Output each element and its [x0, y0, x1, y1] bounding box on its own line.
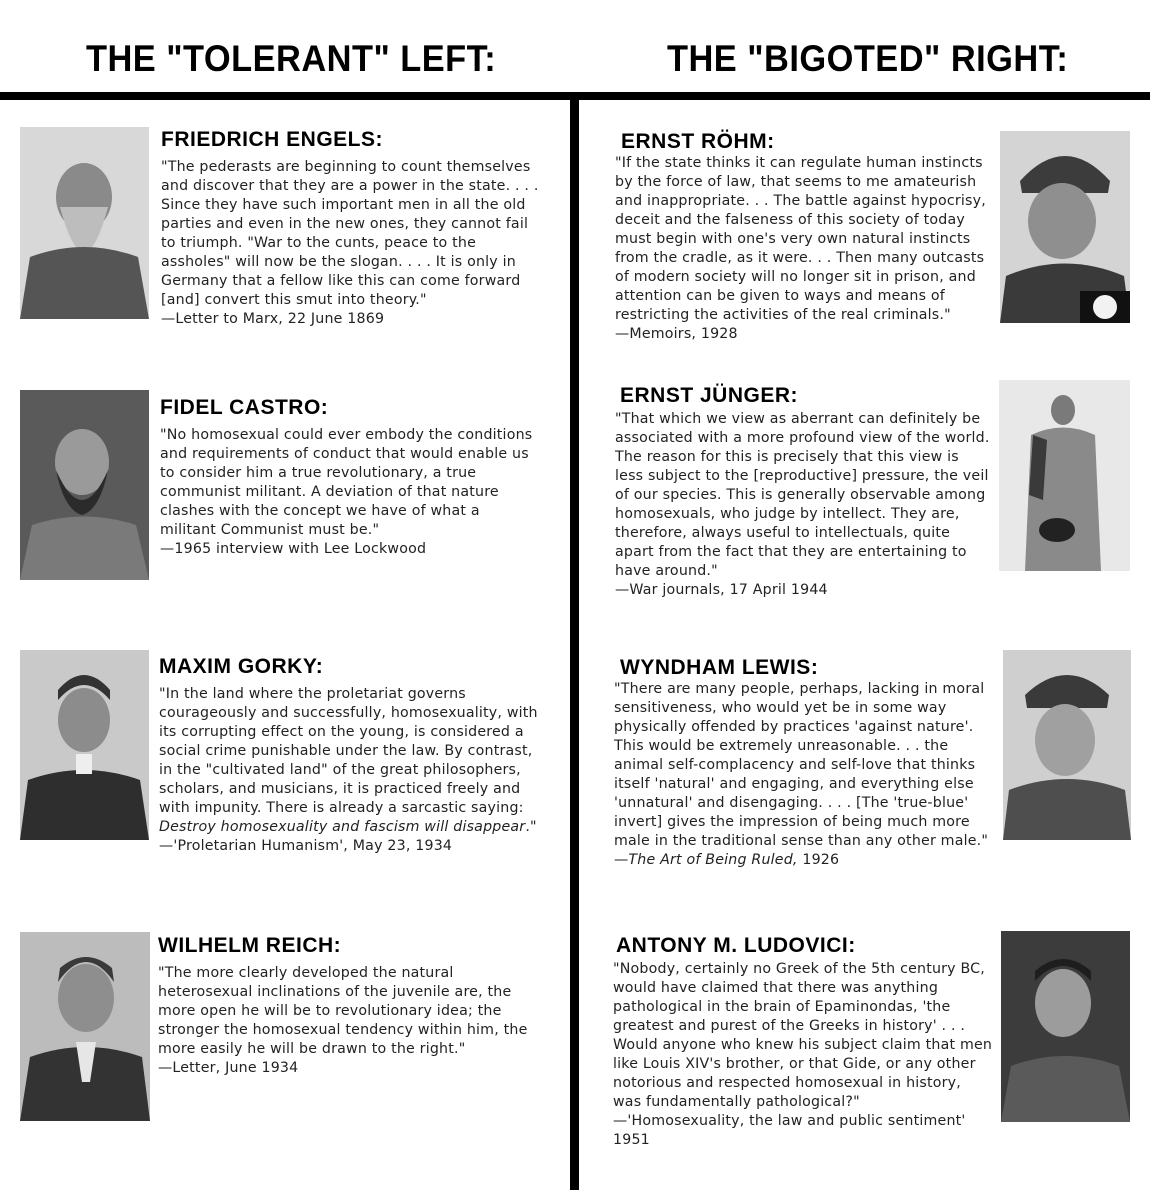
- vertical-divider: [570, 100, 579, 1190]
- quote-text: "There are many people, perhaps, lacking in moral sensitiveness, who would yet be in some way physically offended by practices 'against nature'. This would be extremely unreasonable. . . the animal self-complacency and self-love that thinks itself 'natural' and engaging, and everything else 'unnatural' and disengaging. . . . [The 'true-blue' invert] gives the impression of being much more male in the traditional sense than any other male.": [614, 681, 989, 849]
- portrait-photo-icon: [1000, 131, 1130, 323]
- person-name: ERNST JÜNGER:: [620, 384, 799, 407]
- portrait-photo-icon: [20, 127, 149, 319]
- quote-source-title: —The Art of Being Ruled,: [614, 852, 798, 868]
- quote-block-reich: [158, 934, 538, 1078]
- portrait-photo-icon: [1003, 650, 1131, 840]
- quote-text: "No homosexual could ever embody the conditions and requirements of conduct that would enable us to consider him a true revolutionary, a true communist militant. A deviation of that nature clashes with the concept we have of what a militant Communist must be.": [160, 427, 533, 538]
- quote-block-junger: [615, 384, 990, 600]
- quote-text-end: .": [525, 819, 537, 835]
- portrait-photo-icon: [999, 380, 1130, 571]
- quote-text-italic: Destroy homosexuality and fascism will disappear: [159, 819, 526, 835]
- quote-source: —1965 interview with Lee Lockwood: [160, 541, 427, 557]
- quote-text: "If the state thinks it can regulate human instincts by the force of law, that seems to me amateurish and inappropriate. . . The battle against hypocrisy, deceit and the falseness of this society of today must begin with one's very own natural instincts from the cradle, as it were. . . Then many outcasts of modern society will no longer sit in prison, and attention can be given to ways and means of restricting the activities of the real criminals.": [615, 155, 986, 323]
- quote-source: —Memoirs, 1928: [615, 326, 738, 342]
- portrait-photo-icon: [20, 390, 149, 580]
- quote-source: —Letter, June 1934: [158, 1060, 299, 1076]
- portrait-engels: [20, 127, 149, 319]
- portrait-ludovici: [1001, 931, 1130, 1122]
- person-name: FRIEDRICH ENGELS:: [161, 128, 384, 151]
- right-heading: THE "BIGOTED" RIGHT:: [667, 38, 1069, 79]
- portrait-photo-icon: [20, 932, 150, 1121]
- quote-text: "The pederasts are beginning to count themselves and discover that they are a power in the state. . . . Since they have such important men in all the old parties and even in the new ones, they cannot fail to triumph. "War to the cunts, peace to the assholes" will now be the slogan. . . . It is only in Germany that a fellow like this can come forward [and] convert this smut into theory.": [161, 159, 539, 308]
- quote-source: —War journals, 17 April 1944: [615, 582, 828, 598]
- portrait-photo-icon: [1001, 931, 1130, 1122]
- quote-source: —Letter to Marx, 22 June 1869: [161, 311, 385, 327]
- quote-source: —'Homosexuality, the law and public sentiment' 1951: [613, 1113, 966, 1148]
- person-name: FIDEL CASTRO:: [160, 396, 329, 419]
- portrait-castro: [20, 390, 149, 580]
- quote-source-year: 1926: [797, 852, 840, 868]
- quote-block-lewis: [614, 656, 994, 870]
- person-name: WYNDHAM LEWIS:: [620, 656, 819, 679]
- quote-block-gorky: [159, 655, 541, 856]
- quote-source: —'Proletarian Humanism', May 23, 1934: [159, 838, 453, 854]
- portrait-junger: [999, 380, 1130, 571]
- quote-text-main: "In the land where the proletariat governs courageously and successfully, homosexuality, with its corrupting effect on the young, is considered a social crime punishable under the law. By contrast, in the "cultivated land" of the great philosophers, scholars, and musicians, it is practiced freely and with impunity. There is already a sarcastic saying:: [159, 686, 538, 816]
- portrait-lewis: [1003, 650, 1131, 840]
- quote-source: [614, 851, 994, 870]
- quote-block-engels: [161, 128, 541, 329]
- quote-block-rohm: [615, 130, 990, 344]
- person-name: ERNST RÖHM:: [621, 130, 775, 153]
- quote-text: "Nobody, certainly no Greek of the 5th century BC, would have claimed that there was anything pathological in the brain of Epaminondas, 'the greatest and purest of the Greeks in history' . . . Would anyone who knew his subject claim that men like Louis XIV's brother, or that Gide, or any other notorious and respected homosexual in history, was fundamentally pathological?": [613, 961, 993, 1110]
- quote-text: [159, 685, 541, 837]
- quote-text: "That which we view as aberrant can definitely be associated with a more profound view of the world. The reason for this is precisely that this view is less subject to the [reproductive] pressure, the veil of our species. This is generally observable among homosexuals, who judge by intellect. They are, therefore, always useful to intellectuals, quite apart from the fact that they are entertaining to have around.": [615, 411, 990, 579]
- portrait-photo-icon: [20, 650, 149, 840]
- portrait-reich: [20, 932, 150, 1121]
- person-name: WILHELM REICH:: [158, 934, 342, 957]
- person-name: ANTONY M. LUDOVICI:: [616, 934, 856, 957]
- person-name: MAXIM GORKY:: [159, 655, 324, 678]
- quote-text: "The more clearly developed the natural heterosexual inclinations of the juvenile are, the more open he will be to revolutionary idea; the stronger the homosexual tendency within him, the more easily he will be drawn to the right.": [158, 965, 528, 1057]
- quote-block-castro: [160, 396, 540, 559]
- horizontal-divider: [0, 92, 1150, 100]
- portrait-rohm: [1000, 131, 1130, 323]
- portrait-gorky: [20, 650, 149, 840]
- left-heading: THE "TOLERANT" LEFT:: [86, 38, 497, 79]
- quote-block-ludovici: [613, 934, 993, 1150]
